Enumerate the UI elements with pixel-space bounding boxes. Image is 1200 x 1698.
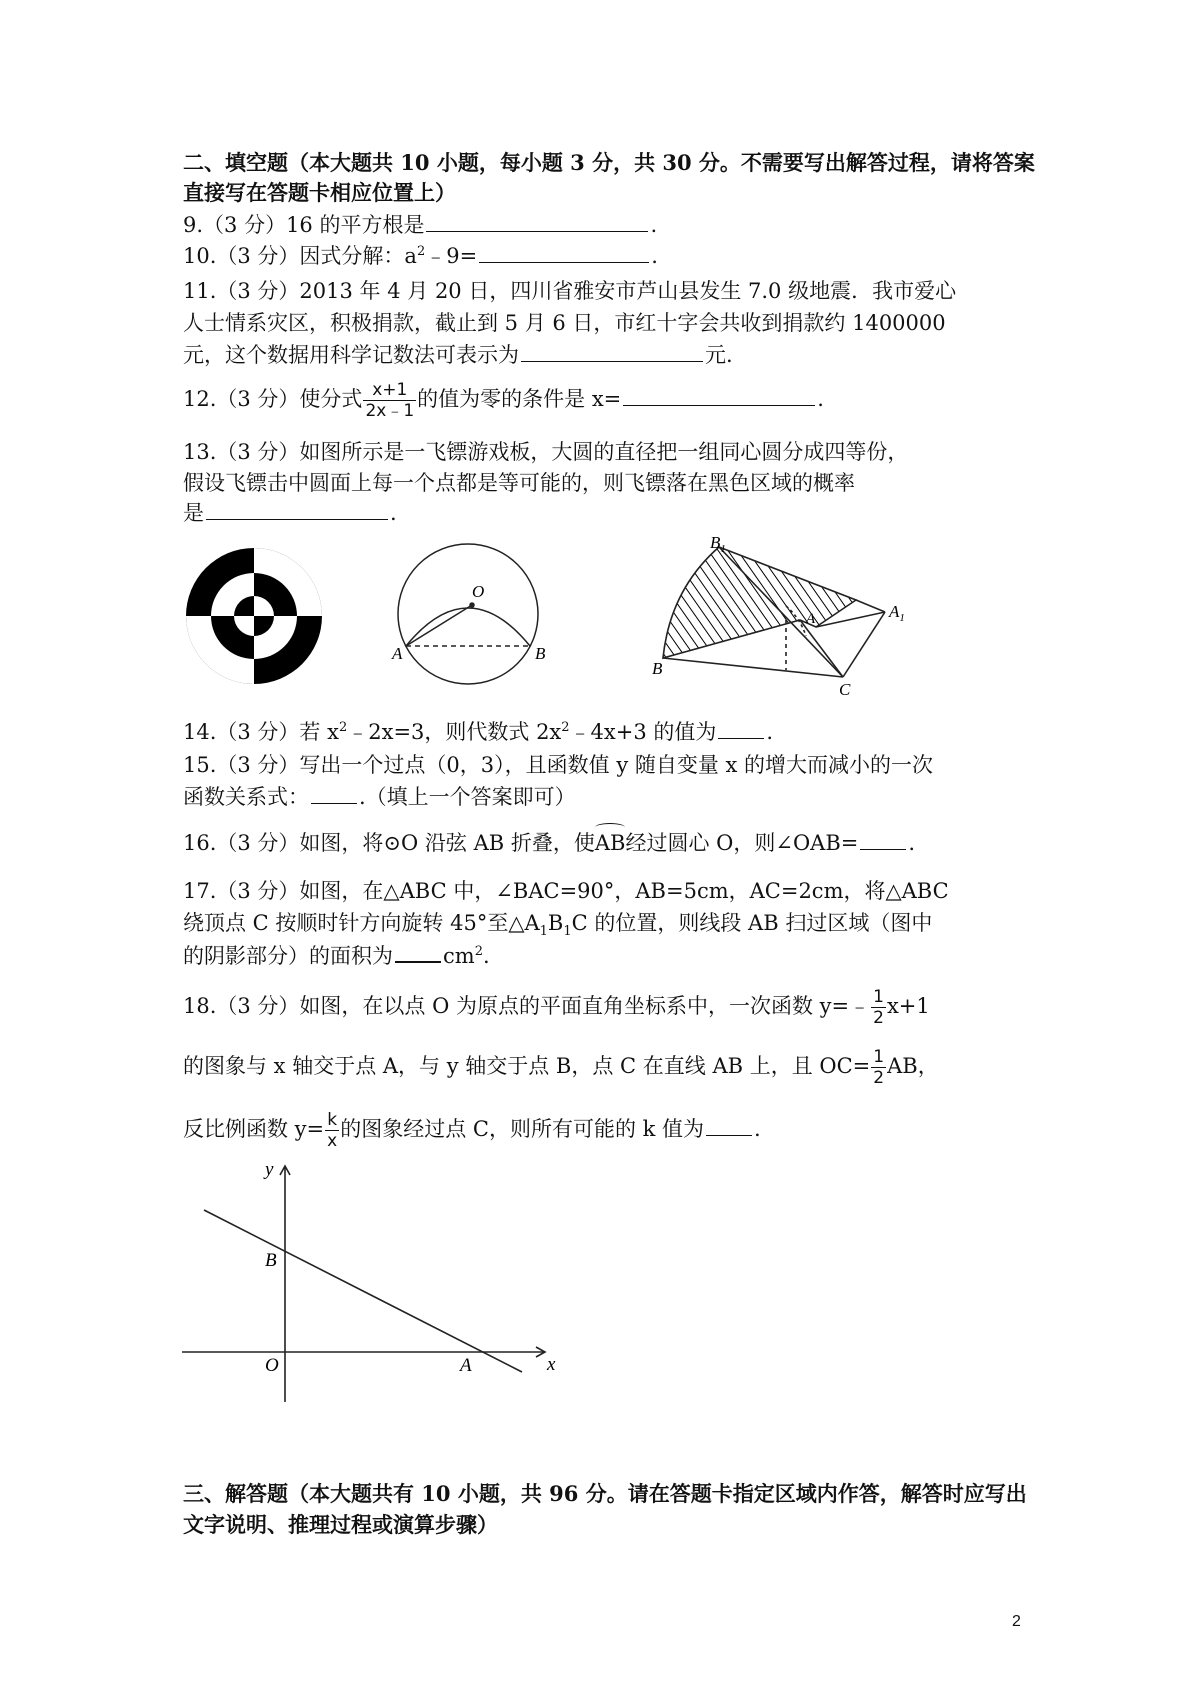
q13-line3-pre: 是 bbox=[183, 501, 204, 525]
rotated-triangle-figure bbox=[663, 547, 885, 677]
q18-fraction3 bbox=[325, 1110, 339, 1151]
q18-fraction1 bbox=[871, 987, 886, 1028]
q18-end: . bbox=[754, 1117, 761, 1141]
q10-pre: 10.（3 分）因式分解：a bbox=[183, 244, 417, 268]
folded-arc bbox=[406, 608, 530, 646]
q18-line2-pre: 的图象与 x 轴交于点 A，与 y 轴交于点 B，点 C 在直线 AB 上，且 OC= bbox=[183, 1054, 871, 1078]
question-18-line2 bbox=[183, 1047, 939, 1088]
section2-heading-line2: 直接写在答题卡相应位置上） bbox=[183, 180, 456, 205]
q18-line1-post: x+1 bbox=[886, 994, 930, 1018]
q17-unit: cm bbox=[443, 944, 475, 968]
circle-label-o: O bbox=[472, 582, 485, 601]
q12-pre: 12.（3 分）使分式 bbox=[183, 387, 363, 411]
q16-answer-blank[interactable] bbox=[860, 829, 906, 850]
question-14 bbox=[183, 718, 773, 746]
q12-end: . bbox=[817, 387, 824, 411]
q17-line1: 17.（3 分）如图，在△ABC 中，∠BAC=90°，AB=5cm，AC=2cm，将△ABC bbox=[183, 879, 949, 903]
q9-text: 9.（3 分）16 的平方根是 bbox=[183, 213, 425, 237]
q16-end: . bbox=[908, 831, 916, 855]
q14-exp1: 2 bbox=[338, 720, 348, 735]
tri-label-b: B bbox=[652, 659, 663, 678]
q18-frac1-num: 1 bbox=[873, 987, 884, 1007]
q11-line3-post: 元. bbox=[705, 343, 733, 367]
q16-pre: 16.（3 分）如图，将⊙O 沿弦 AB 折叠，使 bbox=[183, 831, 595, 855]
q13-line1: 13.（3 分）如图所示是一飞镖游戏板，大圆的直径把一组同心圆分成四等份， bbox=[183, 440, 909, 464]
segment-a1-edge bbox=[856, 600, 885, 612]
tri-label-a: A bbox=[806, 611, 816, 627]
question-17-line3 bbox=[183, 941, 490, 970]
q12-post: 的值为零的条件是 x= bbox=[417, 387, 622, 411]
q16-arc-ab: AB bbox=[594, 831, 626, 855]
folded-circle-figure bbox=[398, 544, 538, 684]
q10-end: . bbox=[651, 244, 658, 268]
q12-numerator: x+1 bbox=[363, 380, 416, 401]
section3-heading-line2: 文字说明、推理过程或演算步骤） bbox=[183, 1512, 498, 1537]
q17-line2-mid: B bbox=[547, 911, 564, 935]
q14-exp2: 2 bbox=[561, 720, 570, 735]
q18-line3-post: 的图象经过点 C，则所有可能的 k 值为 bbox=[340, 1117, 705, 1141]
q17-line2-pre: 绕顶点 C 按顺时针方向旋转 45°至△A bbox=[183, 911, 540, 935]
q15-line1: 15.（3 分）写出一个过点（0，3），且函数值 y 随自变量 x 的增大而减小的一次 bbox=[183, 753, 934, 777]
q14-end: . bbox=[766, 720, 774, 744]
circle-outline bbox=[398, 544, 538, 684]
segment-oa bbox=[406, 605, 472, 646]
shaded-region bbox=[663, 547, 856, 658]
question-16 bbox=[183, 829, 915, 857]
q16-post: 经过圆心 O，则∠OAB= bbox=[625, 831, 859, 855]
center-o-point bbox=[470, 603, 474, 607]
coordinate-figure bbox=[182, 1166, 545, 1402]
q9-end: . bbox=[650, 213, 658, 237]
q11-line2: 人士情系灾区，积极捐款，截止到 5 月 6 日，市红十字会共收到捐款约 1400000 bbox=[183, 311, 946, 335]
q17-line2-post: C 的位置，则线段 AB 扫过区域（图中 bbox=[571, 911, 933, 935]
q14-answer-blank[interactable] bbox=[718, 718, 764, 739]
q13-line2: 假设飞镖击中圆面上每一个点都是等可能的，则飞镖落在黑色区域的概率 bbox=[183, 471, 855, 495]
axes-label-x: x bbox=[547, 1354, 556, 1375]
q14-part1: 14.（3 分）若 x bbox=[183, 720, 339, 744]
question-18-line1 bbox=[183, 987, 930, 1028]
axes-label-b: B bbox=[265, 1250, 277, 1271]
q18-frac1-den: 2 bbox=[873, 1008, 884, 1028]
section2-heading-line1: 二、填空题（本大题共 10 小题，每小题 3 分，共 30 分。不需要写出解答过程，请将答案 bbox=[183, 150, 1035, 175]
q17-line3-pre: 的阴影部分）的面积为 bbox=[183, 944, 393, 968]
section3-heading-line1: 三、解答题（本大题共有 10 小题，共 96 分。请在答题卡指定区域内作答，解答时应写出 bbox=[183, 1481, 1027, 1506]
question-15-line2 bbox=[183, 783, 576, 811]
q18-frac2-den: 2 bbox=[873, 1068, 885, 1088]
q10-exp: 2 bbox=[416, 244, 426, 259]
segment-a1c bbox=[843, 612, 885, 677]
q15-line2-post: .（填上一个答案即可） bbox=[359, 785, 576, 809]
tri-label-b1: $B_1$ bbox=[710, 533, 726, 555]
q17-sub1: 1 bbox=[539, 924, 548, 940]
segment-bc bbox=[663, 658, 843, 677]
axes-label-y: y bbox=[265, 1159, 274, 1180]
tri-label-c: C bbox=[839, 680, 851, 699]
q17-unit-exp: 2 bbox=[474, 944, 483, 959]
question-17-line2 bbox=[183, 909, 933, 940]
q14-part3: ﹣4x+3 的值为 bbox=[569, 720, 717, 744]
q11-line1: 11.（3 分）2013 年 4 月 20 日，四川省雅安市芦山县发生 7.0 级地震．我市爱心 bbox=[183, 279, 957, 303]
q17-answer-blank[interactable] bbox=[395, 941, 441, 963]
q17-sub2: 1 bbox=[563, 924, 572, 940]
line-ab bbox=[204, 1210, 522, 1372]
q18-frac3-num: k bbox=[325, 1110, 339, 1131]
q18-fraction2 bbox=[871, 1047, 886, 1088]
segment-ac bbox=[800, 620, 843, 677]
q15-answer-blank[interactable] bbox=[311, 783, 357, 804]
q13-end: . bbox=[390, 501, 397, 525]
page-number: 2 bbox=[1012, 1613, 1021, 1630]
tri-label-a1: $A_1$ bbox=[889, 602, 905, 624]
q18-frac3-den: x bbox=[327, 1131, 338, 1151]
q18-line1-pre: 18.（3 分）如图，在以点 O 为原点的平面直角坐标系中，一次函数 y=﹣ bbox=[183, 994, 871, 1018]
q18-answer-blank[interactable] bbox=[706, 1115, 752, 1136]
q14-part2: ﹣2x=3，则代数式 2x bbox=[347, 720, 562, 744]
question-18-line3 bbox=[183, 1110, 761, 1151]
q12-denominator: 2x﹣1 bbox=[365, 401, 415, 421]
q17-end: . bbox=[482, 944, 490, 968]
q18-frac2-num: 1 bbox=[873, 1047, 885, 1067]
axes-label-o: O bbox=[265, 1355, 279, 1376]
q15-line2-pre: 函数关系式： bbox=[183, 785, 309, 809]
q10-post: ﹣9= bbox=[425, 244, 478, 268]
circle-label-b: B bbox=[535, 644, 546, 663]
q18-line3-pre: 反比例函数 y= bbox=[183, 1117, 325, 1141]
axes-label-a: A bbox=[460, 1355, 472, 1376]
q18-line2-post: AB， bbox=[887, 1054, 939, 1078]
circle-label-a: A bbox=[392, 644, 403, 663]
dartboard-figure bbox=[186, 548, 322, 684]
q11-line3-pre: 元，这个数据用科学记数法可表示为 bbox=[183, 343, 519, 367]
